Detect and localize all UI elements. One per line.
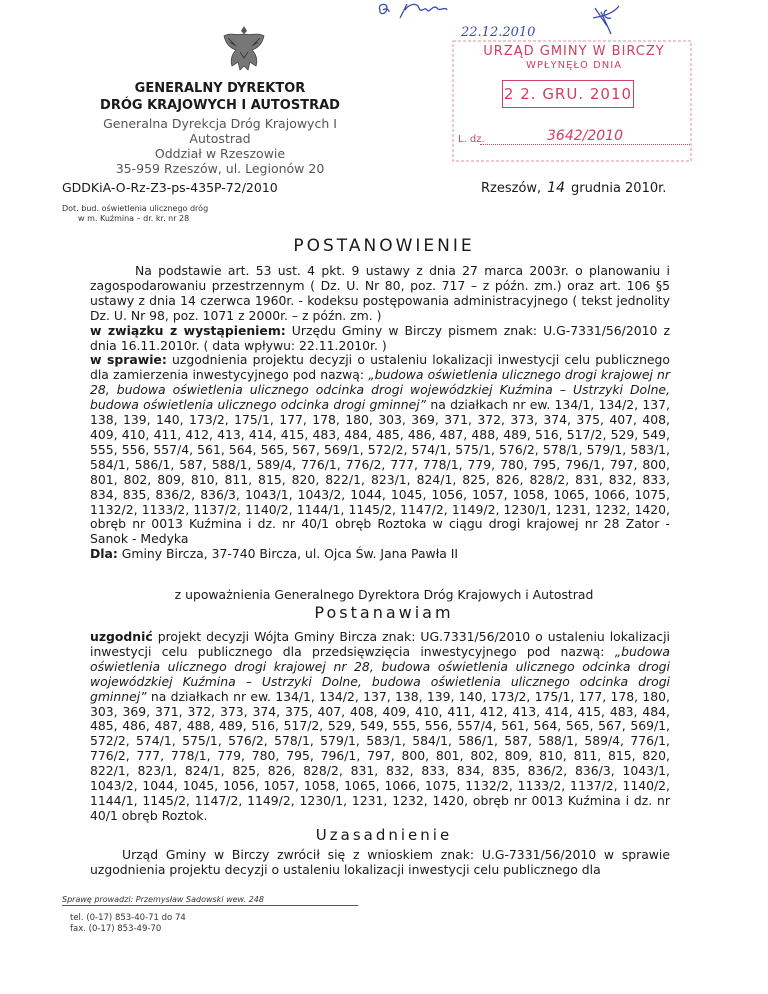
addressee-paragraph: Dla: Gminy Bircza, 37-740 Bircza, ul. Ojca Św. Jana Pawła II xyxy=(90,546,459,562)
stamp-date: 2 2. GRU. 2010 xyxy=(502,80,634,108)
place-date xyxy=(481,180,666,196)
stamp-ldz-number: 3642/2010 xyxy=(480,128,690,145)
handwritten-day: 14 xyxy=(547,180,565,196)
place-suffix: grudnia 2010r. xyxy=(571,181,667,196)
stamp-subtitle: WPŁYNĘŁO DNIA xyxy=(525,60,623,71)
document-title: POSTANOWIENIE xyxy=(293,236,475,256)
request-paragraph: w związku z wystąpieniem: Urzędu Gminy w Birczy pismem znak: U.G-7331/56/2010 z dnia 16.11.2010r. ( data wpływu: 22.11.2010r. ) xyxy=(90,322,670,353)
justification-paragraph: Urząd Gminy w Birczy zwrócił się z wnioskiem znak: U.G-7331/56/2010 w sprawie uzgodnienia projektu decyzji o ustaleniu lokalizacji inwestycji celu publicznego dla xyxy=(90,847,670,877)
case-handler: Sprawę prowadzi: Przemysław Sadowski wew. 248 xyxy=(62,895,358,906)
reference-number: GDDKiA-O-Rz-Z3-ps-435P-72/2010 xyxy=(62,180,278,195)
matter-paragraph: w sprawie: uzgodnienia projektu decyzji o ustaleniu lokalizacji inwestycji celu publicznego dla zamierzenia inwestycyjnego pod nazwą: „budowa oświetlenia ulicznego drogi krajowej nr 28, budowa oświetlenia ulicznego odcinka drogi wojewódzkiej Kuźmina – Ustrzyki Dolne, budowa oświetlenia ulicznego odcinka drogi gminnej” na działkach nr ew. 134/1, 134/2, 137, 138, 139, 140, 173/2, 175/1, 177, 178, 180, 303, 369, 371, 372, 373, 374, 375, 407, 408, 409, 410, 411, 412, 413, 414, 415, 483, 484, 485, 486, 487, 488, 489, 516, 517/2, 529, 549, 555, 556, 557/4, 561, 564, 565, 567, 569/1, 572/2, 574/1, 575/1, 576/2, 578/1, 579/1, 583/1, 584/1, 586/1, 587, 588/1, 589/4, 776/1, 776/2, 777, 778/1, 779, 780, 795, 796/1, 797, 800, 801, 802, 809, 810, 811, 815, 820, 822/1, 823/1, 824/1, 825, 826, 828/2, 831, 832, 833, 834, 835, 836/2, 836/3, 1043/1, 1043/2, 1044, 1045, 1056, 1057, 1058, 1065, 1066, 1075, 1132/2, 1133/2, 1137/2, 1140/2, 1144/1, 1145/2, 1147/2, 1149/2, 1230/1, 1231, 1232, 1420, obręb nr 0013 Kuźmina i dz. nr 40/1 obręb Roztoka w ciągu drogi krajowej nr 28 Zator - Sanok - Medyka xyxy=(90,352,670,547)
place-prefix: Rzeszów, xyxy=(481,181,542,196)
justification-heading: Uzasadnienie xyxy=(315,826,453,844)
legal-basis-paragraph: Na podstawie art. 53 ust. 4 pkt. 9 ustawy z dnia 27 marca 2003r. o planowaniu i zagospodarowaniu przestrzennym ( Dz. U. Nr 80, poz. 717 – z późn. zm.) oraz art. 106 §5 ustawy z dnia 14 czerwca 1960r. - kodeksu postępowania administracyjnego ( tekst jednolity Dz. U. Nr 98, poz. 1071 z 2000r. – z późn. zm. ) xyxy=(90,263,670,323)
handwritten-date: 22.12.2010 xyxy=(461,25,536,40)
decision-heading: Postanawiam xyxy=(314,603,454,622)
authorization-line: z upoważnienia Generalnego Dyrektora Dróg Krajowych i Autostrad xyxy=(174,587,594,602)
fax-number: fax. (0-17) 853-49-70 xyxy=(70,924,162,934)
contact-numbers xyxy=(70,913,186,935)
eagle-emblem-icon xyxy=(220,22,268,76)
phone-number: tel. (0-17) 853-40-71 do 74 xyxy=(70,913,186,923)
stamp-title: URZĄD GMINY W BIRCZY xyxy=(483,44,665,59)
stamp-ldz-label: L. dz. xyxy=(458,134,485,145)
legal-basis-block xyxy=(90,264,670,562)
org-unit-address: Generalna Dyrekcja Dróg Krajowych I Autostrad Oddział w Rzeszowie 35-959 Rzeszów, ul. Legionów 20 xyxy=(103,116,337,176)
decision-paragraph: uzgodnić projekt decyzji Wójta Gminy Bircza znak: UG.7331/56/2010 o ustaleniu lokalizacji inwestycji celu publicznego dla przedsięwzięcia inwestycyjnego pod nazwą: „budowa oświetlenia ulicznego drogi krajowej nr 28, budowa oświetlenia ulicznego odcinka drogi wojewódzkiej Kuźmina – Ustrzyki Dolne, budowa oświetlenia ulicznego odcinka drogi gminnej” na działkach nr ew. 134/1, 134/2, 137, 138, 139, 140, 173/2, 175/1, 177, 178, 180, 303, 369, 371, 372, 373, 374, 375, 407, 408, 409, 410, 411, 412, 413, 414, 415, 483, 484, 485, 486, 487, 488, 489, 516, 517/2, 529, 549, 555, 556, 557/4, 561, 564, 565, 567, 569/1, 572/2, 574/1, 575/1, 576/2, 578/1, 579/1, 583/1, 584/1, 586/1, 587, 588/1, 589/4, 776/1, 776/2, 777, 778/1, 779, 780, 795, 796/1, 797, 800, 801, 802, 809, 810, 811, 815, 820, 822/1, 823/1, 824/1, 825, 826, 828/2, 831, 832, 833, 834, 835, 836/2, 836/3, 1043/1, 1043/2, 1044, 1045, 1056, 1057, 1058, 1065, 1066, 1075, 1132/2, 1133/2, 1137/2, 1140/2, 1144/1, 1145/2, 1147/2, 1149/2, 1230/1, 1231, 1232, 1420, obręb nr 0013 Kuźmina i dz. nr 40/1 obręb Roztok. xyxy=(90,629,670,823)
org-title: GENERALNY DYREKTOR DRÓG KRAJOWYCH I AUTOSTRAD xyxy=(100,81,340,113)
subject-note: Dot. bud. oświetlenia ulicznego dróg w m. Kuźmina – dr. kr. nr 28 xyxy=(62,204,209,223)
